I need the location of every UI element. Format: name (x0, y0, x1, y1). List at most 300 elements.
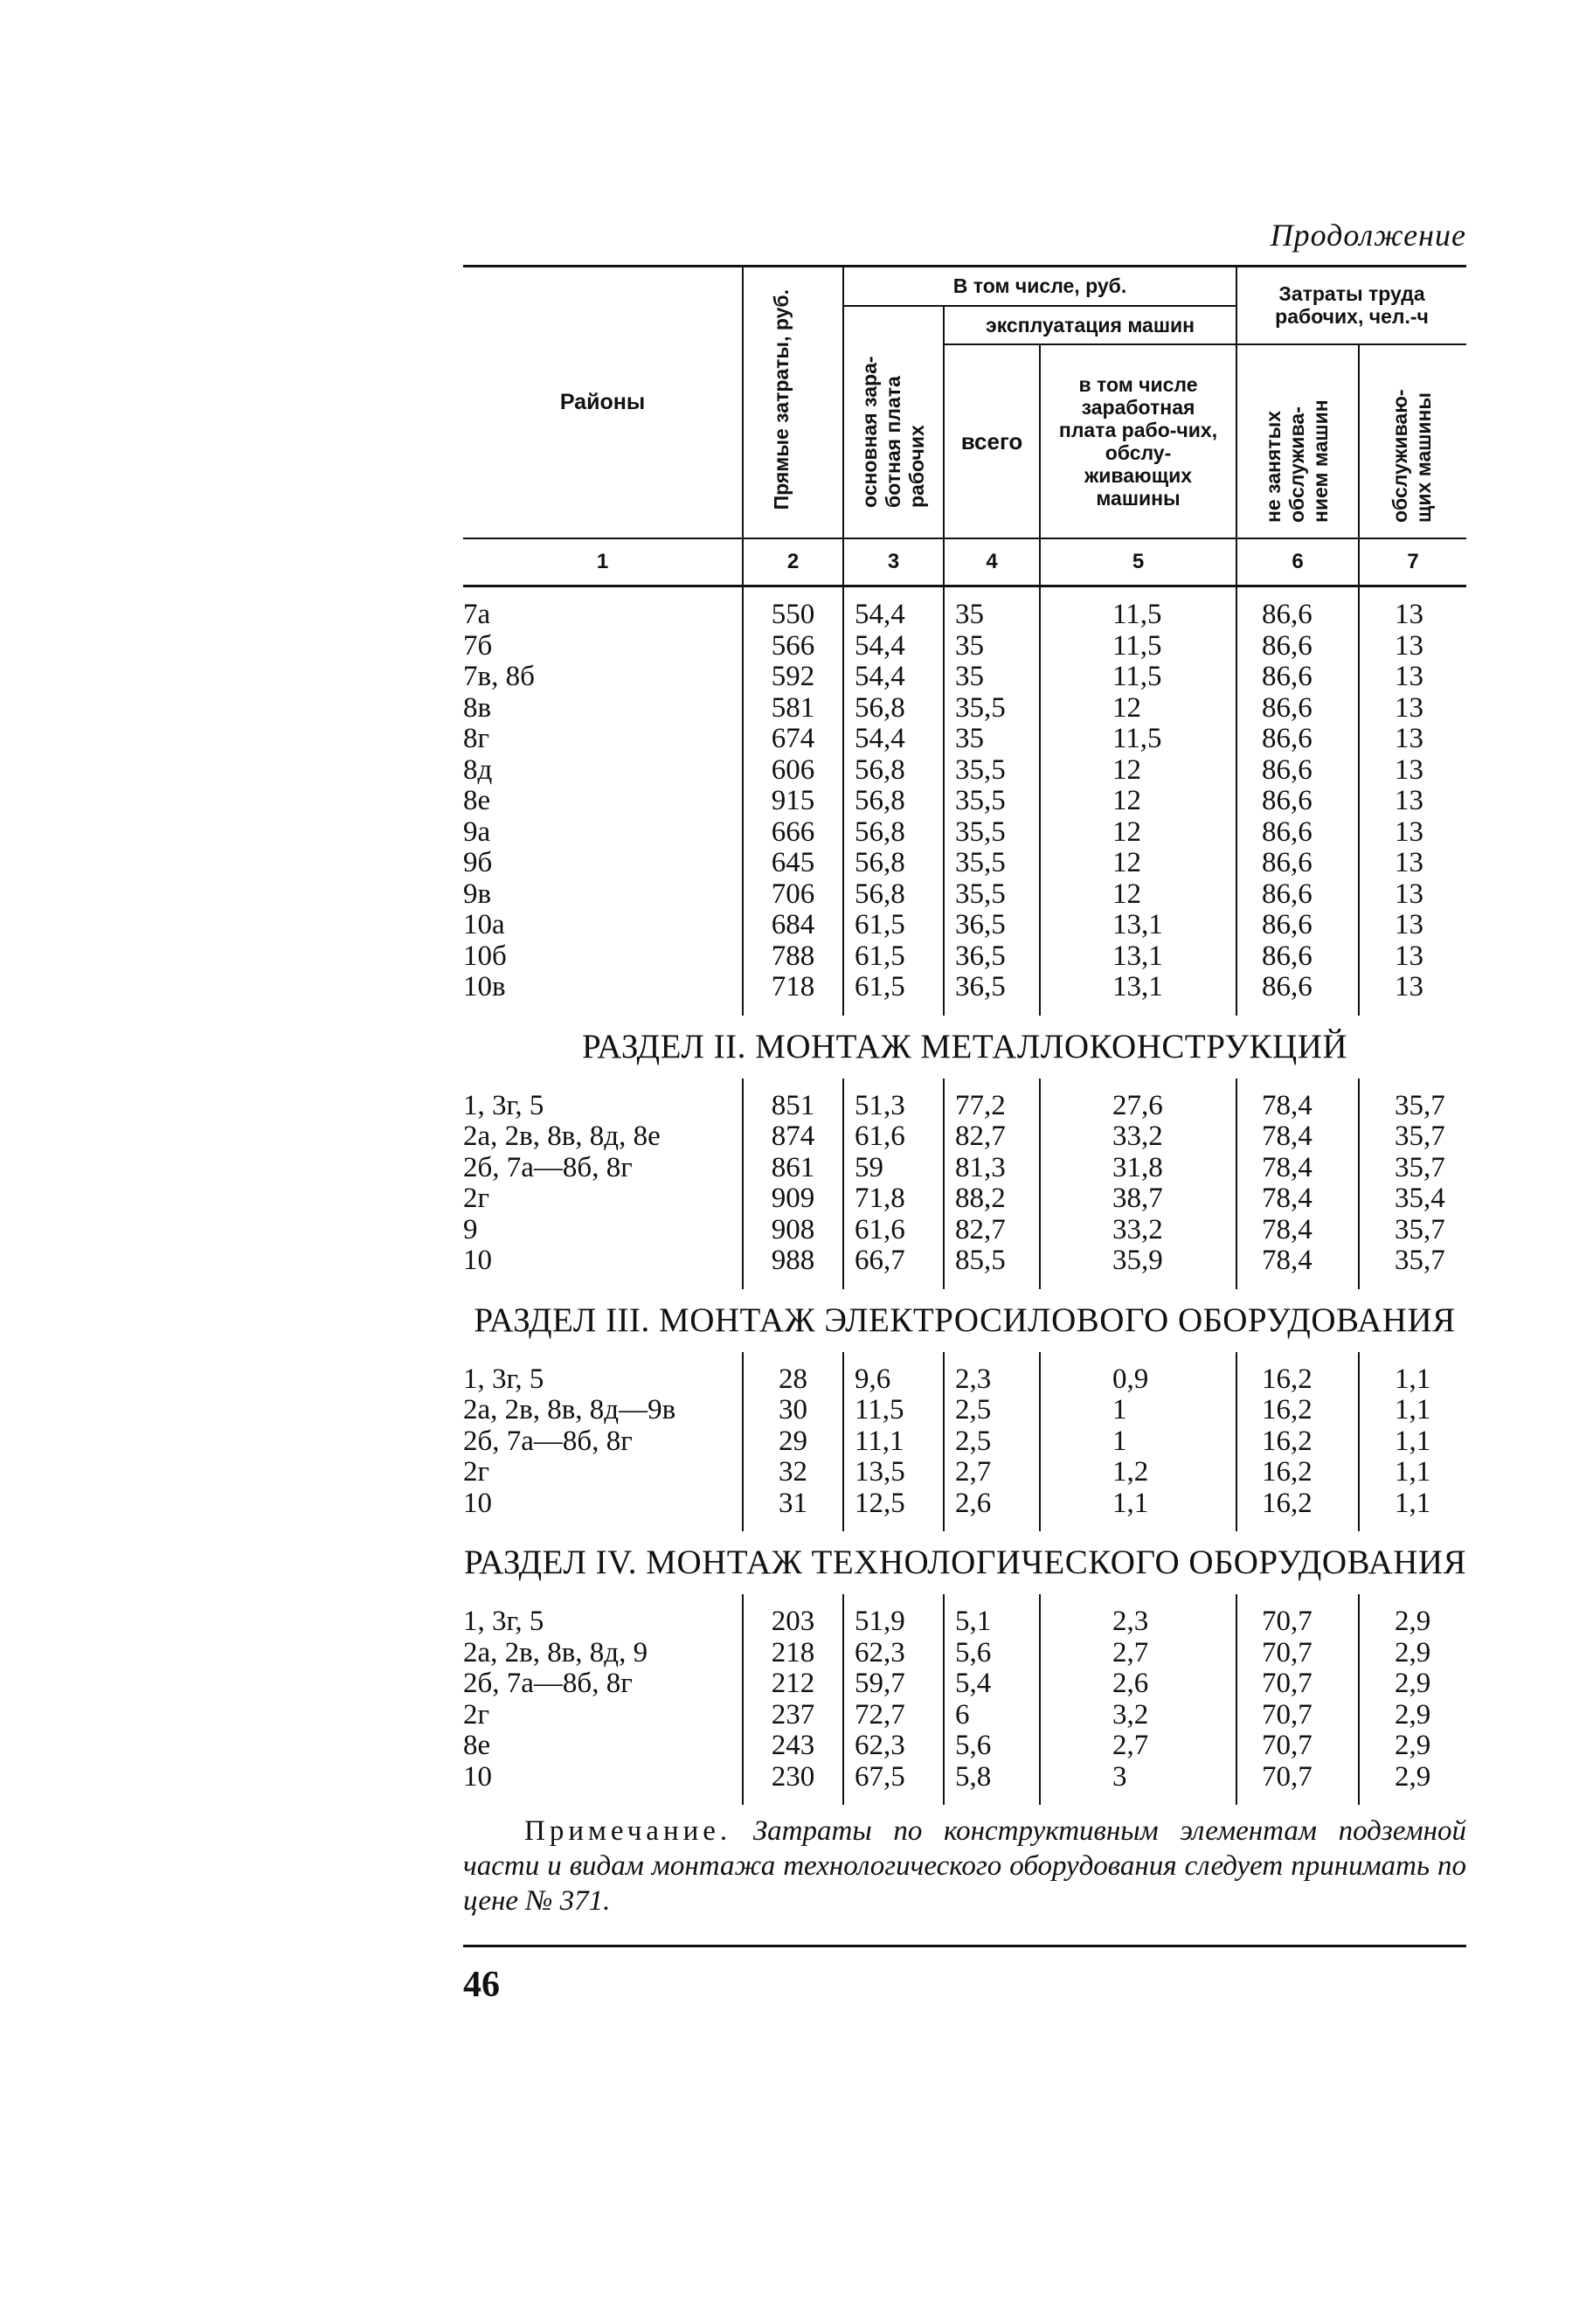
section-title: РАЗДЕЛ III. МОНТАЖ ЭЛЕКТРОСИЛОВОГО ОБОРУДОВАНИЯ (474, 1301, 1456, 1339)
bottom-rule (463, 1945, 1466, 1947)
value-cell: 5,8 (944, 1762, 1040, 1793)
col-number: 2 (743, 538, 843, 586)
spacer-cell (1040, 1079, 1236, 1091)
spacer-cell (743, 586, 843, 600)
spacer-cell (944, 1003, 1040, 1016)
value-cell: 78,4 (1236, 1153, 1359, 1184)
value-cell: 1 (1040, 1426, 1236, 1458)
district-cell: 9 (463, 1213, 478, 1245)
district-cell: 2а, 2в, 8в, 8д—9в (463, 1394, 676, 1426)
table-row (463, 1426, 1466, 1458)
value-cell: 72,7 (843, 1700, 944, 1731)
district-cell: 1, 3г, 5 (463, 1606, 544, 1637)
value-cell: 86,6 (1236, 600, 1359, 631)
district-cell: 10 (463, 1487, 492, 1519)
district-cell: 10в (463, 971, 506, 1002)
table-row (463, 1091, 1466, 1122)
value-cell: 16,2 (1236, 1488, 1359, 1520)
col-header-base-wage-text: основная зара-ботная плата рабочих (857, 355, 928, 508)
value-cell: 13 (1359, 941, 1466, 973)
value-cell: 666 (743, 817, 843, 849)
table-row (463, 1488, 1466, 1520)
value-cell: 86,6 (1236, 724, 1359, 755)
district-cell: 9в (463, 878, 492, 910)
district-cell: 7б (463, 629, 493, 662)
value-cell: 67,5 (843, 1762, 944, 1793)
col-number: 3 (843, 538, 944, 586)
value-cell: 706 (743, 879, 843, 911)
spacer-cell (743, 1352, 843, 1364)
value-cell: 11,1 (843, 1426, 944, 1458)
value-cell: 203 (743, 1606, 843, 1638)
spacer-cell (1236, 1079, 1359, 1091)
table-row (463, 1245, 1466, 1277)
district-cell: 2а, 2в, 8в, 8д, 8е (463, 1120, 661, 1152)
row-spacer (463, 1079, 1466, 1091)
value-cell: 86,6 (1236, 662, 1359, 693)
value-cell: 28 (743, 1364, 843, 1396)
spacer-cell (843, 586, 944, 600)
value-cell: 12,5 (843, 1488, 944, 1520)
continuation-label: Продолжение (1270, 218, 1466, 253)
spacer-cell (463, 1594, 743, 1606)
section-heading-row (463, 1531, 1466, 1594)
value-cell: 54,4 (843, 631, 944, 663)
col-header-not-serving (1236, 344, 1359, 538)
value-cell: 70,7 (1236, 1606, 1359, 1638)
value-cell: 2,5 (944, 1426, 1040, 1458)
footnote-label: Примечание. (524, 1815, 732, 1847)
value-cell: 2,9 (1359, 1731, 1466, 1762)
value-cell: 86,6 (1236, 879, 1359, 911)
value-cell: 5,1 (944, 1606, 1040, 1638)
col-number: 6 (1236, 538, 1359, 586)
value-cell: 908 (743, 1215, 843, 1246)
spacer-cell (743, 1793, 843, 1805)
value-cell: 684 (743, 910, 843, 941)
value-cell: 56,8 (843, 817, 944, 849)
value-cell: 11,5 (1040, 662, 1236, 693)
value-cell: 51,9 (843, 1606, 944, 1638)
col-number: 7 (1359, 538, 1466, 586)
spacer-cell (743, 1519, 843, 1531)
spacer-cell (944, 1519, 1040, 1531)
value-cell: 13 (1359, 724, 1466, 755)
value-cell: 11,5 (1040, 631, 1236, 663)
value-cell: 13 (1359, 879, 1466, 911)
value-cell: 35,5 (944, 817, 1040, 849)
value-cell: 81,3 (944, 1153, 1040, 1184)
value-cell: 1 (1040, 1395, 1236, 1426)
district-cell: 2г (463, 1456, 490, 1488)
district-cell: 8г (463, 723, 490, 754)
value-cell: 36,5 (944, 910, 1040, 941)
value-cell: 606 (743, 755, 843, 787)
value-cell: 218 (743, 1638, 843, 1669)
value-cell: 35 (944, 600, 1040, 631)
value-cell: 70,7 (1236, 1668, 1359, 1700)
district-cell: 1, 3г, 5 (463, 1363, 544, 1395)
value-cell: 86,6 (1236, 848, 1359, 879)
district-cell: 8е (463, 785, 491, 816)
value-cell: 13 (1359, 755, 1466, 787)
spacer-cell (843, 1519, 944, 1531)
spacer-cell (463, 1003, 743, 1016)
value-cell: 13,5 (843, 1457, 944, 1488)
value-cell: 11,5 (1040, 724, 1236, 755)
district-cell: 2б, 7а—8б, 8г (463, 1425, 633, 1457)
col-header-incl-wage: в том числе заработная плата рабо-чих, обслу-живающих машины (1040, 344, 1236, 538)
spacer-cell (1359, 1277, 1466, 1289)
value-cell: 674 (743, 724, 843, 755)
value-cell: 36,5 (944, 972, 1040, 1003)
value-cell: 35 (944, 662, 1040, 693)
col-header-including-rub: В том числе, руб. (843, 267, 1236, 306)
district-cell: 9б (463, 847, 493, 878)
value-cell: 874 (743, 1121, 843, 1153)
value-cell: 915 (743, 786, 843, 817)
value-cell: 71,8 (843, 1183, 944, 1215)
value-cell: 70,7 (1236, 1762, 1359, 1793)
cost-table (463, 267, 1466, 1805)
spacer-cell (944, 1352, 1040, 1364)
value-cell: 35,5 (944, 879, 1040, 911)
value-cell: 35,9 (1040, 1245, 1236, 1277)
spacer-cell (1236, 1519, 1359, 1531)
table-row (463, 910, 1466, 941)
spacer-cell (743, 1277, 843, 1289)
spacer-cell (1040, 1594, 1236, 1606)
value-cell: 13 (1359, 600, 1466, 631)
value-cell: 1,2 (1040, 1457, 1236, 1488)
table-row (463, 848, 1466, 879)
value-cell: 56,8 (843, 786, 944, 817)
spacer-cell (1236, 1277, 1359, 1289)
value-cell: 82,7 (944, 1215, 1040, 1246)
table-row (463, 1153, 1466, 1184)
value-cell: 54,4 (843, 662, 944, 693)
value-cell: 31 (743, 1488, 843, 1520)
value-cell: 3,2 (1040, 1700, 1236, 1731)
value-cell: 30 (743, 1395, 843, 1426)
spacer-cell (944, 1277, 1040, 1289)
value-cell: 851 (743, 1091, 843, 1122)
table-row (463, 693, 1466, 725)
value-cell: 2,7 (1040, 1731, 1236, 1762)
spacer-cell (463, 1277, 743, 1289)
value-cell: 35,5 (944, 848, 1040, 879)
spacer-cell (1359, 586, 1466, 600)
page-number: 46 (463, 1965, 500, 2005)
value-cell: 11,5 (1040, 600, 1236, 631)
value-cell: 592 (743, 662, 843, 693)
value-cell: 61,5 (843, 941, 944, 973)
spacer-cell (1236, 586, 1359, 600)
value-cell: 13 (1359, 848, 1466, 879)
value-cell: 2,9 (1359, 1762, 1466, 1793)
value-cell: 62,3 (843, 1638, 944, 1669)
value-cell: 56,8 (843, 693, 944, 725)
value-cell: 66,7 (843, 1245, 944, 1277)
district-cell: 8д (463, 753, 493, 786)
table-row (463, 662, 1466, 693)
spacer-cell (463, 1352, 743, 1364)
value-cell: 13 (1359, 910, 1466, 941)
spacer-cell (843, 1793, 944, 1805)
value-cell: 5,6 (944, 1731, 1040, 1762)
value-cell: 51,3 (843, 1091, 944, 1122)
spacer-cell (843, 1352, 944, 1364)
spacer-cell (843, 1003, 944, 1016)
value-cell: 35,5 (944, 693, 1040, 725)
spacer-cell (1359, 1003, 1466, 1016)
spacer-cell (463, 1793, 743, 1805)
value-cell: 12 (1040, 786, 1236, 817)
table-row (463, 941, 1466, 973)
district-cell: 9а (463, 815, 491, 848)
spacer-cell (1040, 1352, 1236, 1364)
section-title: РАЗДЕЛ IV. МОНТАЖ ТЕХНОЛОГИЧЕСКОГО ОБОРУДОВАНИЯ (464, 1544, 1467, 1581)
value-cell: 78,4 (1236, 1183, 1359, 1215)
value-cell: 56,8 (843, 879, 944, 911)
value-cell: 13 (1359, 693, 1466, 725)
value-cell: 31,8 (1040, 1153, 1236, 1184)
value-cell: 11,5 (843, 1395, 944, 1426)
spacer-cell (944, 1793, 1040, 1805)
value-cell: 243 (743, 1731, 843, 1762)
table-row (463, 1183, 1466, 1215)
column-numbers-row (463, 538, 1466, 586)
table-row (463, 1364, 1466, 1396)
value-cell: 35,7 (1359, 1121, 1466, 1153)
footnote-text: Затраты по конструктивным элементам подземной части и видам монтажа технологического оборудования следует принимать по цене № 371. (463, 1815, 1466, 1917)
spacer-cell (1040, 586, 1236, 600)
value-cell: 5,6 (944, 1638, 1040, 1669)
spacer-cell (1359, 1519, 1466, 1531)
value-cell: 2,3 (1040, 1606, 1236, 1638)
value-cell: 61,6 (843, 1215, 944, 1246)
value-cell: 1,1 (1359, 1457, 1466, 1488)
value-cell: 35 (944, 724, 1040, 755)
value-cell: 581 (743, 693, 843, 725)
table-row (463, 817, 1466, 849)
district-cell: 10 (463, 1245, 492, 1276)
value-cell: 35,7 (1359, 1245, 1466, 1277)
col-header-direct-costs (743, 267, 843, 538)
value-cell: 1,1 (1359, 1488, 1466, 1520)
district-cell: 10а (463, 909, 505, 940)
value-cell: 1,1 (1359, 1426, 1466, 1458)
value-cell: 33,2 (1040, 1121, 1236, 1153)
district-cell: 2г (463, 1183, 490, 1214)
value-cell: 237 (743, 1700, 843, 1731)
district-cell: 7в, 8б (463, 661, 535, 692)
spacer-cell (463, 1519, 743, 1531)
value-cell: 86,6 (1236, 910, 1359, 941)
spacer-cell (843, 1277, 944, 1289)
value-cell: 2,3 (944, 1364, 1040, 1396)
table-row (463, 786, 1466, 817)
value-cell: 70,7 (1236, 1638, 1359, 1669)
value-cell: 35 (944, 631, 1040, 663)
value-cell: 78,4 (1236, 1091, 1359, 1122)
district-cell: 10б (463, 940, 507, 972)
table-row (463, 600, 1466, 631)
value-cell: 12 (1040, 848, 1236, 879)
value-cell: 59 (843, 1153, 944, 1184)
district-cell: 7а (463, 599, 491, 630)
district-cell: 2б, 7а—8б, 8г (463, 1668, 633, 1699)
spacer-cell (743, 1003, 843, 1016)
value-cell: 12 (1040, 879, 1236, 911)
value-cell: 61,6 (843, 1121, 944, 1153)
col-header-serving (1359, 344, 1466, 538)
value-cell: 9,6 (843, 1364, 944, 1396)
district-cell: 2г (463, 1698, 490, 1731)
spacer-cell (1359, 1594, 1466, 1606)
value-cell: 70,7 (1236, 1700, 1359, 1731)
value-cell: 35,7 (1359, 1091, 1466, 1122)
value-cell: 35,5 (944, 755, 1040, 787)
table-row (463, 631, 1466, 663)
value-cell: 2,7 (1040, 1638, 1236, 1669)
value-cell: 2,5 (944, 1395, 1040, 1426)
spacer-cell (1236, 1594, 1359, 1606)
spacer-cell (1236, 1352, 1359, 1364)
value-cell: 27,6 (1040, 1091, 1236, 1122)
col-header-labor: Затраты труда рабочих, чел.-ч (1236, 267, 1466, 344)
district-cell: 2б, 7а—8б, 8г (463, 1151, 633, 1183)
value-cell: 1,1 (1359, 1364, 1466, 1396)
table-row (463, 1121, 1466, 1153)
value-cell: 35,4 (1359, 1183, 1466, 1215)
value-cell: 2,7 (944, 1457, 1040, 1488)
value-cell: 13 (1359, 972, 1466, 1003)
district-cell: 1, 3г, 5 (463, 1089, 544, 1121)
value-cell: 2,6 (944, 1488, 1040, 1520)
value-cell: 70,7 (1236, 1731, 1359, 1762)
table-row (463, 1395, 1466, 1426)
table-row (463, 1638, 1466, 1669)
district-cell: 2а, 2в, 8в, 8д, 9 (463, 1636, 648, 1668)
value-cell: 86,6 (1236, 755, 1359, 787)
value-cell: 56,8 (843, 755, 944, 787)
section-title: РАЗДЕЛ II. МОНТАЖ МЕТАЛЛОКОНСТРУКЦИЙ (582, 1027, 1348, 1065)
row-spacer (463, 1003, 1466, 1016)
section-heading-row (463, 1289, 1466, 1352)
spacer-cell (843, 1594, 944, 1606)
value-cell: 59,7 (843, 1668, 944, 1700)
spacer-cell (1236, 1003, 1359, 1016)
value-cell: 6 (944, 1700, 1040, 1731)
value-cell: 86,6 (1236, 972, 1359, 1003)
value-cell: 2,9 (1359, 1638, 1466, 1669)
value-cell: 29 (743, 1426, 843, 1458)
col-number: 1 (463, 538, 743, 586)
value-cell: 13 (1359, 631, 1466, 663)
value-cell: 2,9 (1359, 1700, 1466, 1731)
value-cell: 2,9 (1359, 1606, 1466, 1638)
value-cell: 61,5 (843, 972, 944, 1003)
spacer-cell (1040, 1003, 1236, 1016)
value-cell: 13,1 (1040, 941, 1236, 973)
table-row (463, 755, 1466, 787)
value-cell: 788 (743, 941, 843, 973)
value-cell: 13 (1359, 786, 1466, 817)
value-cell: 88,2 (944, 1183, 1040, 1215)
col-header-not-serving-text: не занятых обслужива-нием машин (1262, 399, 1333, 523)
district-cell: 8е (463, 1730, 491, 1761)
spacer-cell (944, 586, 1040, 600)
spacer-cell (1040, 1277, 1236, 1289)
value-cell: 3 (1040, 1762, 1236, 1793)
col-header-direct-costs-text: Прямые затраты, руб. (769, 289, 793, 510)
row-spacer (463, 1277, 1466, 1289)
spacer-cell (1236, 1793, 1359, 1805)
spacer-cell (1040, 1519, 1236, 1531)
col-number: 5 (1040, 538, 1236, 586)
value-cell: 78,4 (1236, 1121, 1359, 1153)
value-cell: 35,5 (944, 786, 1040, 817)
value-cell: 0,9 (1040, 1364, 1236, 1396)
row-spacer (463, 1594, 1466, 1606)
value-cell: 86,6 (1236, 786, 1359, 817)
value-cell: 230 (743, 1762, 843, 1793)
spacer-cell (944, 1594, 1040, 1606)
value-cell: 16,2 (1236, 1364, 1359, 1396)
spacer-cell (1359, 1793, 1466, 1805)
spacer-cell (1359, 1079, 1466, 1091)
value-cell: 13,1 (1040, 972, 1236, 1003)
spacer-cell (743, 1079, 843, 1091)
value-cell: 645 (743, 848, 843, 879)
value-cell: 13 (1359, 817, 1466, 849)
col-header-machine-operation: эксплуатация машин (944, 306, 1236, 344)
row-spacer (463, 1519, 1466, 1531)
value-cell: 5,4 (944, 1668, 1040, 1700)
value-cell: 32 (743, 1457, 843, 1488)
value-cell: 36,5 (944, 941, 1040, 973)
section-heading-row (463, 1016, 1466, 1079)
col-header-base-wage (843, 306, 944, 538)
value-cell: 35,7 (1359, 1153, 1466, 1184)
value-cell: 61,5 (843, 910, 944, 941)
value-cell: 78,4 (1236, 1215, 1359, 1246)
table-row (463, 1668, 1466, 1700)
value-cell: 33,2 (1040, 1215, 1236, 1246)
value-cell: 82,7 (944, 1121, 1040, 1153)
row-spacer (463, 1793, 1466, 1805)
table-row (463, 724, 1466, 755)
value-cell: 550 (743, 600, 843, 631)
value-cell: 2,9 (1359, 1668, 1466, 1700)
spacer-cell (843, 1079, 944, 1091)
spacer-cell (463, 1079, 743, 1091)
table-row (463, 1731, 1466, 1762)
value-cell: 85,5 (944, 1245, 1040, 1277)
spacer-cell (743, 1594, 843, 1606)
value-cell: 16,2 (1236, 1395, 1359, 1426)
value-cell: 62,3 (843, 1731, 944, 1762)
value-cell: 718 (743, 972, 843, 1003)
value-cell: 86,6 (1236, 693, 1359, 725)
col-header-districts: Районы (463, 267, 743, 538)
value-cell: 54,4 (843, 600, 944, 631)
value-cell: 212 (743, 1668, 843, 1700)
value-cell: 12 (1040, 817, 1236, 849)
value-cell: 566 (743, 631, 843, 663)
table-row (463, 1457, 1466, 1488)
